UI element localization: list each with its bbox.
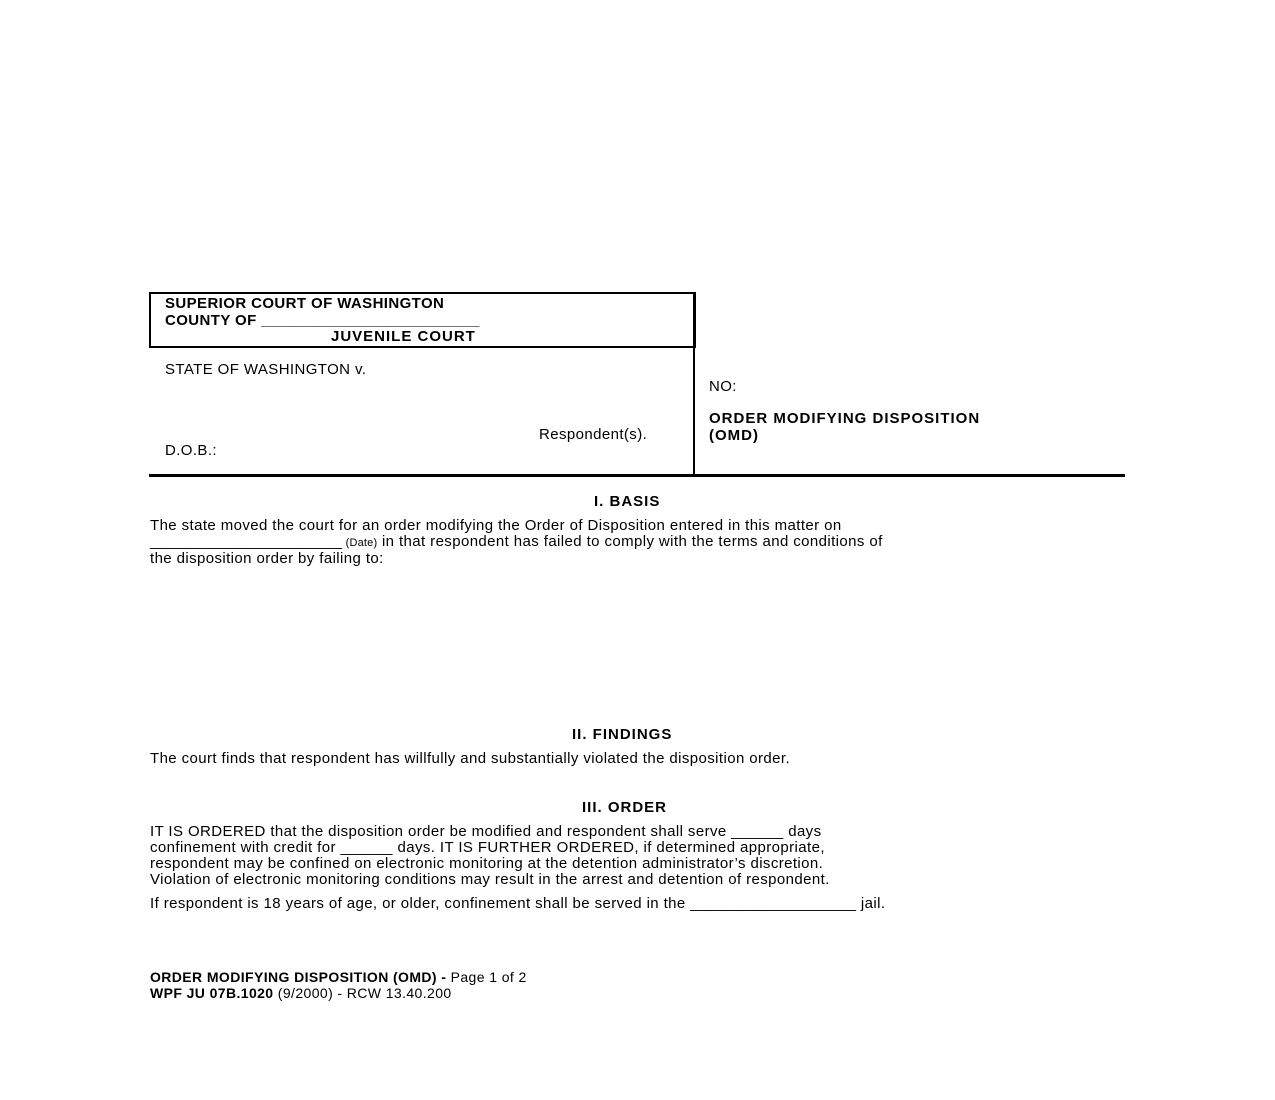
basis-paragraph: [150, 518, 1125, 567]
court-name: SUPERIOR COURT OF WASHINGTON: [165, 295, 445, 312]
order-line-2: confinement with credit for ______ days. IT IS FURTHER ORDERED, if determined appropriate,: [150, 839, 825, 856]
court-caption-box: [149, 292, 696, 348]
section-order-heading: III. ORDER: [582, 799, 668, 816]
section-findings-heading: II. FINDINGS: [572, 726, 673, 743]
caption-divider: [693, 292, 695, 475]
basis-line-2: [150, 534, 1125, 551]
section-basis-heading: I. BASIS: [594, 493, 661, 510]
footer-form-line: [150, 985, 527, 1001]
basis-line-2-rest: in that respondent has failed to comply with the terms and conditions of: [377, 533, 883, 550]
caption-left-border: [149, 344, 151, 346]
page-footer: [150, 969, 527, 1001]
findings-text: The court finds that respondent has willfully and substantially violated the disposition order.: [150, 750, 791, 767]
basis-line-3: the disposition order by failing to:: [150, 550, 384, 567]
county-line: COUNTY OF _________________________: [165, 312, 480, 329]
dob-label: D.O.B.:: [165, 442, 217, 459]
footer-form-number: WPF JU 07B.1020: [150, 985, 274, 1001]
order-jail-paragraph: [150, 896, 1125, 912]
basis-line-1: The state moved the court for an order modifying the Order of Disposition entered in this matter on: [150, 517, 842, 534]
document-title-line1: ORDER MODIFYING DISPOSITION: [709, 410, 981, 427]
order-line-3: respondent may be confined on electronic monitoring at the detention administrator’s discretion.: [150, 855, 824, 872]
case-number-label: NO:: [709, 378, 737, 395]
order-line-1: IT IS ORDERED that the disposition order be modified and respondent shall serve ______ days: [150, 823, 822, 840]
caption-bottom-rule: [149, 474, 1125, 477]
footer-title-line: [150, 969, 527, 985]
footer-form-info: (9/2000) - RCW 13.40.200: [273, 985, 452, 1001]
order-line-5: If respondent is 18 years of age, or older, confinement shall be served in the ___________________ jail.: [150, 895, 886, 912]
date-note: (Date): [342, 537, 378, 549]
juvenile-court-label: JUVENILE COURT: [331, 328, 476, 345]
order-paragraph: [150, 824, 1125, 888]
date-blank: ______________________: [150, 533, 343, 550]
footer-page-info: Page 1 of 2: [446, 969, 527, 985]
document-title-line2: (OMD): [709, 427, 759, 444]
state-party-line: STATE OF WASHINGTON v.: [165, 361, 367, 378]
findings-paragraph: [150, 751, 1125, 767]
order-line-4: Violation of electronic monitoring conditions may result in the arrest and detention of respondent.: [150, 871, 830, 888]
footer-title: ORDER MODIFYING DISPOSITION (OMD) -: [150, 969, 447, 985]
respondent-label: Respondent(s).: [539, 426, 648, 443]
